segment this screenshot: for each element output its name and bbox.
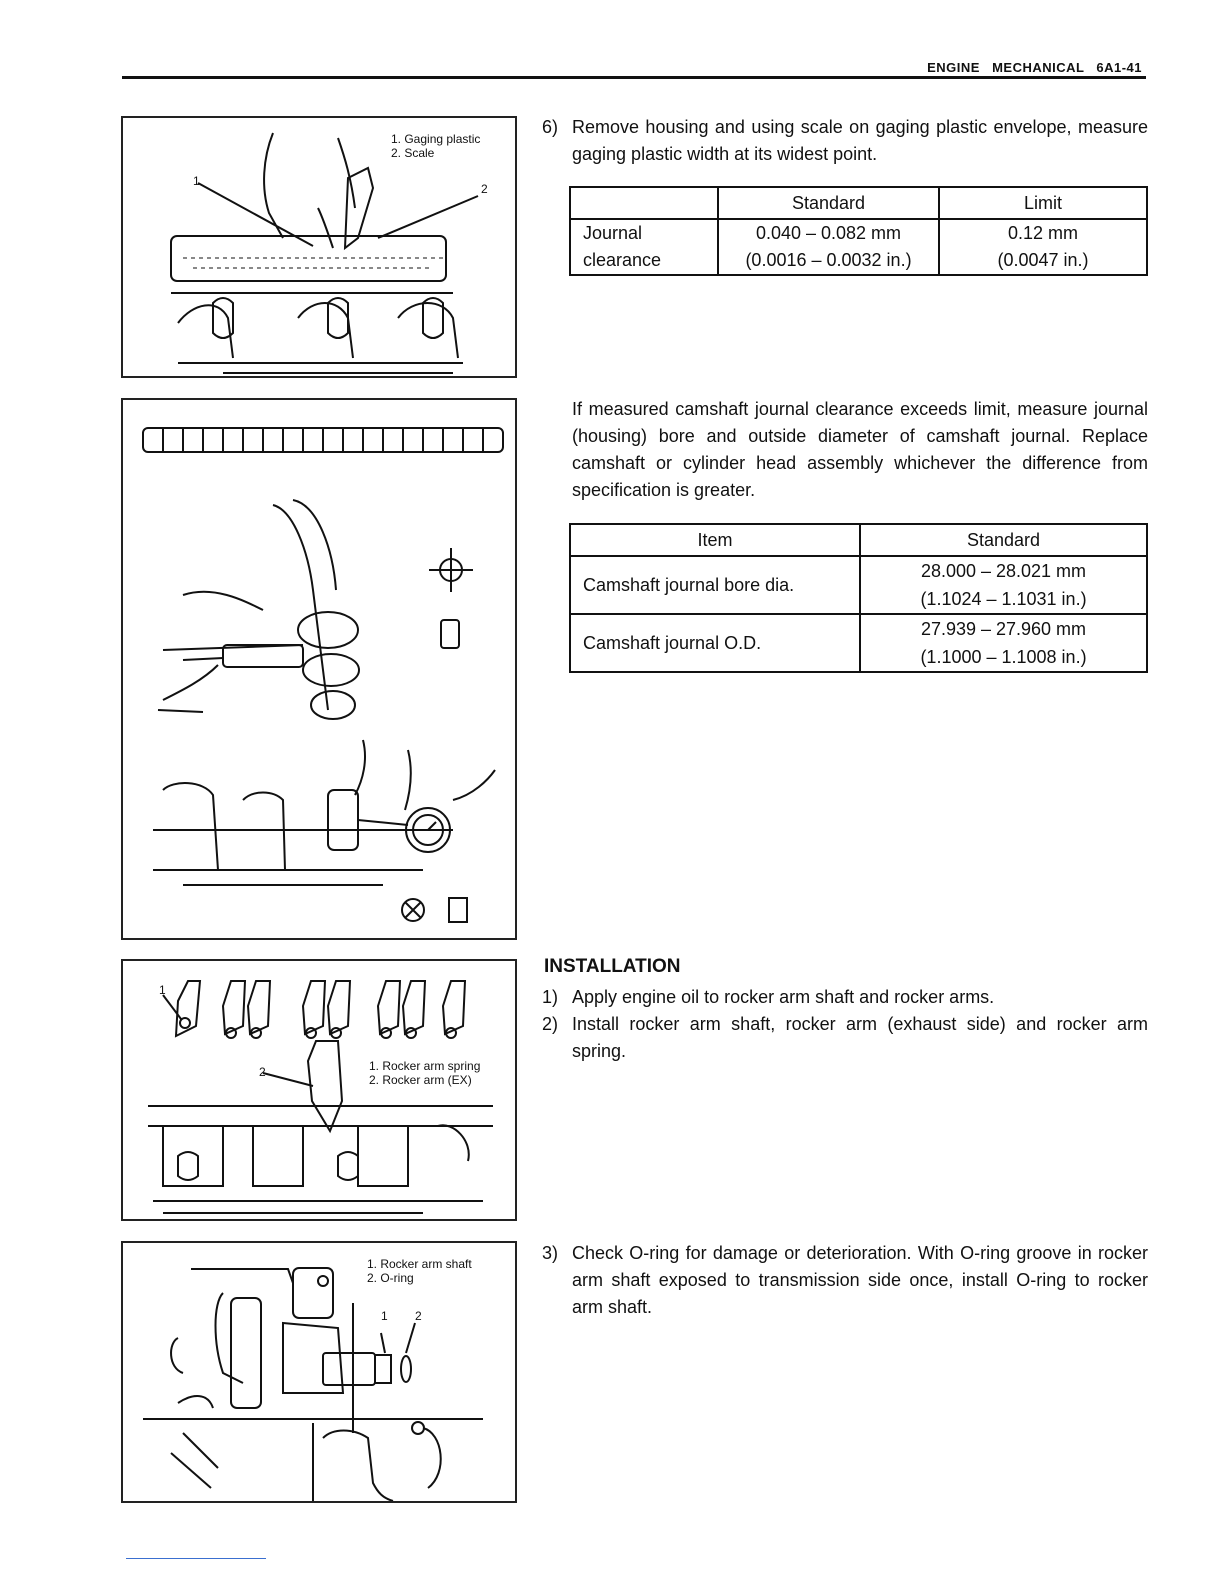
figure-rocker-arms (121, 959, 517, 1221)
figure-rocker-shaft-oring (121, 1241, 517, 1503)
callout-number-1: 1 (381, 1309, 388, 1323)
installation-step-3 (542, 1240, 1148, 1321)
step-1-number: 1) (542, 987, 559, 1007)
table1-row-label (570, 219, 718, 275)
step-3-number: 3) (542, 1243, 559, 1263)
camshaft-measurement-illustration (123, 400, 517, 940)
table2-row2-standard (860, 614, 1147, 672)
step-3-text: Check O-ring for damage or deterioration. With O-ring groove in rocker arm shaft exposed to transmission side once, install O-ring to rocker arm shaft. (572, 1243, 1148, 1317)
table2-row1-item: Camshaft journal bore dia. (570, 556, 860, 614)
paragraph-journal-clearance: If measured camshaft journal clearance exceeds limit, measure journal (housing) bore and outside diameter of camshaft journal. Replace camshaft or cylinder head assembly whichever the difference from specification is greater. (572, 399, 1148, 500)
table2-header-item: Item (570, 524, 860, 556)
header-title: ENGINE MECHANICAL (927, 60, 1085, 75)
table1-standard-cell (718, 219, 939, 275)
table1-row-label-line2: clearance (583, 250, 662, 270)
table1-row-label-line1: Journal (583, 223, 643, 243)
table1-limit-cell (939, 219, 1147, 275)
step-1-text: Apply engine oil to rocker arm shaft and rocker arms. (572, 987, 995, 1007)
step-2-text: Install rocker arm shaft, rocker arm (exhaust side) and rocker arm spring. (572, 1014, 1148, 1061)
callout-number-1: 1 (159, 983, 166, 997)
camshaft-journal-table (569, 523, 1148, 673)
journal-clearance-table (569, 186, 1148, 276)
table2-row2-item: Camshaft journal O.D. (570, 614, 860, 672)
table1-header-limit: Limit (939, 187, 1147, 219)
callout-2: 2. Rocker arm (EX) (369, 1073, 472, 1087)
table-row (570, 556, 1147, 614)
table1-header-standard: Standard (718, 187, 939, 219)
table2-row1-std-mm: 28.000 – 28.021 mm (920, 561, 1087, 581)
step-6-text: Remove housing and using scale on gaging plastic envelope, measure gaging plastic width at its widest point. (572, 117, 1148, 164)
step-6 (542, 114, 1148, 168)
step-6-number: 6) (542, 117, 559, 137)
step-2-number: 2) (542, 1014, 559, 1034)
figure-callout-list (391, 132, 480, 160)
table2-row2-std-in: (1.1000 – 1.1008 in.) (920, 647, 1087, 667)
table1-limit-in: (0.0047 in.) (997, 250, 1089, 270)
page-header (927, 60, 1142, 75)
footer-rule (126, 1558, 266, 1559)
figure-camshaft-measurement (121, 398, 517, 940)
table1-limit-mm: 0.12 mm (1007, 223, 1079, 243)
table-row (570, 614, 1147, 672)
callout-1: 1. Rocker arm spring (369, 1059, 481, 1073)
figure-callout-list (367, 1257, 472, 1285)
installation-heading: INSTALLATION (544, 956, 681, 977)
table2-row2-std-mm: 27.939 – 27.960 mm (920, 619, 1087, 639)
figure-callout-list (369, 1059, 480, 1087)
table2-row1-standard (860, 556, 1147, 614)
callout-number-2: 2 (481, 182, 488, 196)
figure-gaging-plastic (121, 116, 517, 378)
rocker-arm-illustration (123, 961, 517, 1221)
callout-2: 2. O-ring (367, 1271, 414, 1285)
header-rule (122, 76, 1146, 79)
table2-header-standard: Standard (860, 524, 1147, 556)
table2-row1-std-in: (1.1024 – 1.1031 in.) (920, 589, 1087, 609)
table1-header-blank (570, 187, 718, 219)
table1-standard-in: (0.0016 – 0.0032 in.) (745, 250, 912, 270)
callout-1: 1. Gaging plastic (391, 132, 481, 146)
callout-number-2: 2 (415, 1309, 422, 1323)
callout-1: 1. Rocker arm shaft (367, 1257, 472, 1271)
callout-number-2: 2 (259, 1065, 266, 1079)
installation-step-2 (542, 1011, 1148, 1065)
installation-step-1 (542, 984, 1148, 1011)
callout-2: 2. Scale (391, 146, 435, 160)
table1-standard-mm: 0.040 – 0.082 mm (755, 223, 902, 243)
header-page-number: 6A1-41 (1096, 60, 1142, 75)
callout-number-1: 1 (193, 174, 200, 188)
